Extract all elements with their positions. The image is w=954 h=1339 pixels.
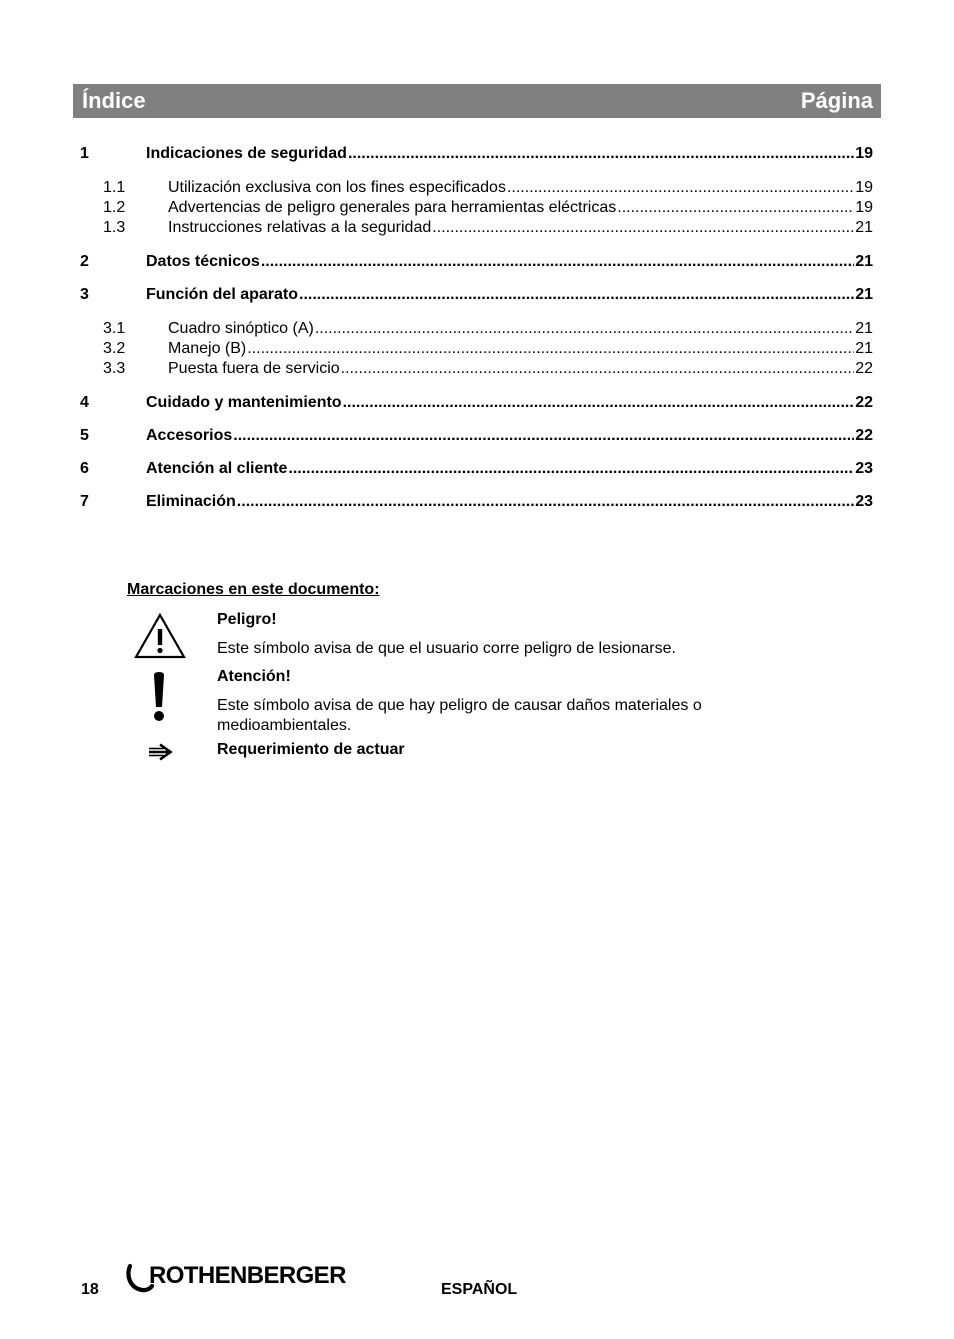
- toc-entry-title: Instrucciones relativas a la seguridad: [168, 219, 432, 236]
- toc-entry-page: 19: [855, 199, 873, 216]
- toc-entry: [80, 319, 873, 339]
- action-required-title: Requerimiento de actuar: [217, 741, 405, 758]
- toc-entry: [80, 198, 873, 218]
- toc-entry-title: Utilización exclusiva con los fines especificados: [168, 179, 506, 196]
- toc-entry-title: Datos técnicos: [146, 253, 260, 270]
- toc-entry-number: 1.2: [103, 199, 126, 216]
- toc-entry-number: 3.2: [103, 340, 126, 357]
- toc-leader-dots: [617, 198, 854, 218]
- toc-entry: [80, 178, 873, 198]
- toc-entry-page: 21: [855, 320, 873, 337]
- index-title: Índice: [82, 88, 146, 113]
- toc-entry-title: Puesta fuera de servicio: [168, 360, 340, 377]
- toc-entry-page: 23: [855, 493, 873, 510]
- toc-entry: [80, 144, 873, 164]
- toc-entry-number: 1.1: [103, 179, 126, 196]
- toc-entry: [80, 218, 873, 238]
- table-of-contents: [80, 144, 873, 512]
- toc-entry: [80, 285, 873, 305]
- rothenberger-logo: [124, 1262, 364, 1298]
- toc-entry-number: 1: [80, 145, 89, 162]
- toc-entry-page: 21: [855, 219, 873, 236]
- toc-entry-title: Cuidado y mantenimiento: [146, 394, 342, 411]
- toc-entry-number: 1.3: [103, 219, 126, 236]
- toc-leader-dots: [343, 393, 855, 413]
- toc-leader-dots: [348, 144, 854, 164]
- toc-entry-number: 6: [80, 460, 89, 477]
- toc-entry-number: 3.1: [103, 320, 126, 337]
- toc-entry-page: 21: [855, 253, 873, 270]
- footer-language: ESPAÑOL: [441, 1281, 518, 1298]
- toc-entry-number: 3.3: [103, 360, 126, 377]
- attention-description-line1: Este símbolo avisa de que hay peligro de causar daños materiales o: [217, 697, 702, 714]
- toc-leader-dots: [233, 426, 854, 446]
- index-header-bar: [73, 84, 881, 118]
- toc-entry: [80, 426, 873, 446]
- toc-entry-page: 23: [855, 460, 873, 477]
- toc-leader-dots: [507, 178, 854, 198]
- attention-title: Atención!: [217, 668, 291, 685]
- attention-description-line2: medioambientales.: [217, 717, 352, 734]
- toc-entry-page: 22: [855, 427, 873, 444]
- toc-leader-dots: [315, 319, 854, 339]
- toc-entry-number: 7: [80, 493, 89, 510]
- toc-leader-dots: [261, 252, 854, 272]
- toc-entry-title: Indicaciones de seguridad: [146, 145, 347, 162]
- logo-wordmark: ROTHENBERGER: [149, 1262, 346, 1289]
- toc-leader-dots: [341, 359, 855, 379]
- toc-entry-page: 19: [855, 179, 873, 196]
- toc-entry-title: Accesorios: [146, 427, 233, 444]
- toc-leader-dots: [247, 339, 854, 359]
- toc-entry-page: 22: [855, 394, 873, 411]
- toc-entry-title: Advertencias de peligro generales para herramientas eléctricas: [168, 199, 617, 216]
- toc-entry-number: 2: [80, 253, 89, 270]
- toc-entry-title: Función del aparato: [146, 286, 299, 303]
- toc-entry-title: Eliminación: [146, 493, 236, 510]
- toc-entry-title: Cuadro sinóptico (A): [168, 320, 314, 337]
- toc-leader-dots: [237, 492, 854, 512]
- toc-entry: [80, 339, 873, 359]
- toc-entry: [80, 393, 873, 413]
- page-column-label: Página: [800, 88, 873, 113]
- toc-entry-page: 19: [855, 145, 873, 162]
- toc-entry-title: Atención al cliente: [146, 460, 288, 477]
- toc-leader-dots: [288, 459, 854, 479]
- legend-title: Marcaciones en este documento:: [127, 581, 380, 598]
- toc-entry: [80, 359, 873, 379]
- document-markings-legend: [127, 580, 827, 764]
- toc-entry-page: 21: [855, 340, 873, 357]
- toc-entry-title: Manejo (B): [168, 340, 247, 357]
- toc-entry-page: 21: [855, 286, 873, 303]
- toc-entry-number: 4: [80, 394, 89, 411]
- toc-entry-page: 22: [855, 360, 873, 377]
- danger-description: Este símbolo avisa de que el usuario corre peligro de lesionarse.: [217, 640, 676, 657]
- toc-entry-number: 3: [80, 286, 89, 303]
- toc-entry: [80, 252, 873, 272]
- footer-page-number: 18: [81, 1281, 99, 1298]
- danger-title: Peligro!: [217, 611, 277, 628]
- toc-leader-dots: [299, 285, 854, 305]
- toc-leader-dots: [432, 218, 854, 238]
- toc-entry: [80, 492, 873, 512]
- toc-entry-number: 5: [80, 427, 89, 444]
- toc-entry: [80, 459, 873, 479]
